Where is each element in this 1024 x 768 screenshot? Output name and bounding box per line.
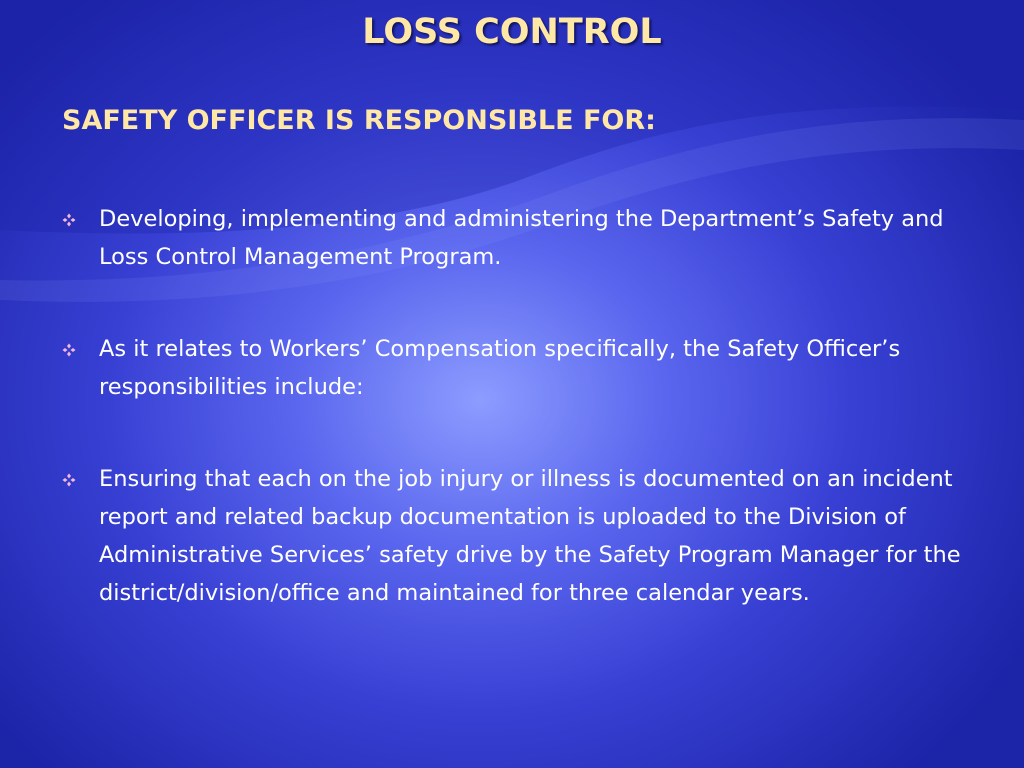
bullet-item [62, 200, 962, 276]
bullet-text: Ensuring that each on the job injury or illness is documented on an incident report and related backup documentation is uploaded to the Division of Administrative Services’ safety drive by the Safety Program Manager for the district/division/office and maintained for three calendar years. [99, 466, 961, 606]
four-diamond-bullet-icon [62, 343, 76, 357]
bullet-item [62, 460, 962, 612]
slide-subtitle: SAFETY OFFICER IS RESPONSIBLE FOR: [62, 105, 656, 136]
slide-title: LOSS CONTROL [362, 12, 662, 52]
four-diamond-bullet-icon [62, 213, 76, 227]
four-diamond-bullet-icon [62, 473, 76, 487]
bullet-text: As it relates to Workers’ Compensation specifically, the Safety Officer’s responsibilities include: [99, 336, 901, 400]
bullet-item [62, 330, 962, 406]
bullet-list [62, 200, 962, 612]
bullet-text: Developing, implementing and administering the Department’s Safety and Loss Control Management Program. [99, 206, 944, 270]
